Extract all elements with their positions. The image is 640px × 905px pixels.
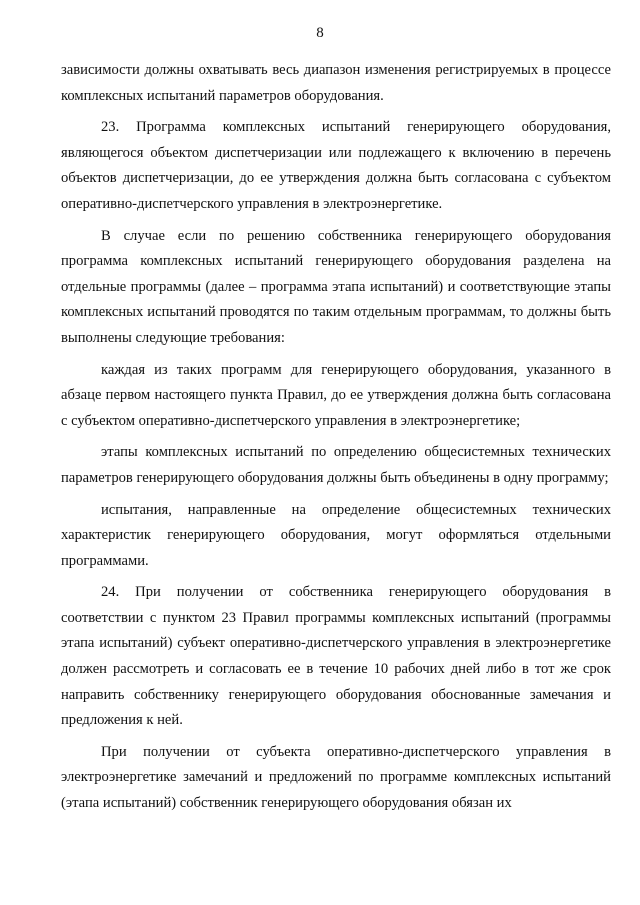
paragraph-continuation: зависимости должны охватывать весь диапазон изменения регистрируемых в процессе комплексных испытаний параметров оборудования.: [61, 62, 611, 104]
paragraph-split-programs: В случае если по решению собственника генерирующего оборудования программа комплексных испытаний генерирующего оборудования разделена на отдельные программы (далее – программа этапа испытаний) и соответствующие этапы комплексных испытаний проводятся по таким отдельным программам, то должны быть выполнены следующие требования:: [61, 227, 611, 346]
page-number: 8: [316, 25, 324, 41]
paragraph-clause-24: 24. При получении от собственника генерирующего оборудования в соответствии с пунктом 23 Правил программы комплексных испытаний (программы этапа испытаний) субъект оперативно-диспетчерского управления в электроэнергетике должен рассмотреть и согласовать ее в течение 10 рабочих дней либо в тот же срок направить собственнику генерирующего оборудования обоснованные замечания и предложения к ней.: [61, 584, 611, 729]
paragraph-requirement-single-program: этапы комплексных испытаний по определению общесистемных технических параметров генерирующего оборудования должны быть объединены в одну программу;: [61, 444, 611, 486]
paragraph-requirement-approval: каждая из таких программ для генерирующего оборудования, указанного в абзаце первом настоящего пункта Правил, до ее утверждения должна быть согласована с субъектом оперативно-диспетчерского управления в электроэнергетике;: [61, 361, 611, 429]
document-body: [61, 58, 611, 817]
paragraph-clause-23: 23. Программа комплексных испытаний генерирующего оборудования, являющегося объектом диспетчеризации или подлежащего к включению в перечень объектов диспетчеризации, до ее утверждения должна быть согласована с субъектом оперативно-диспетчерского управления в электроэнергетике.: [61, 119, 611, 212]
paragraph-remarks: При получении от субъекта оперативно-диспетчерского управления в электроэнергетике замечаний и предложений по программе комплексных испытаний (этапа испытаний) собственник генерирующего оборудования обязан их: [61, 743, 611, 812]
paragraph-requirement-separate-programs: испытания, направленные на определение общесистемных технических характеристик генерирующего оборудования, могут оформляться отдельными программами.: [61, 501, 611, 569]
